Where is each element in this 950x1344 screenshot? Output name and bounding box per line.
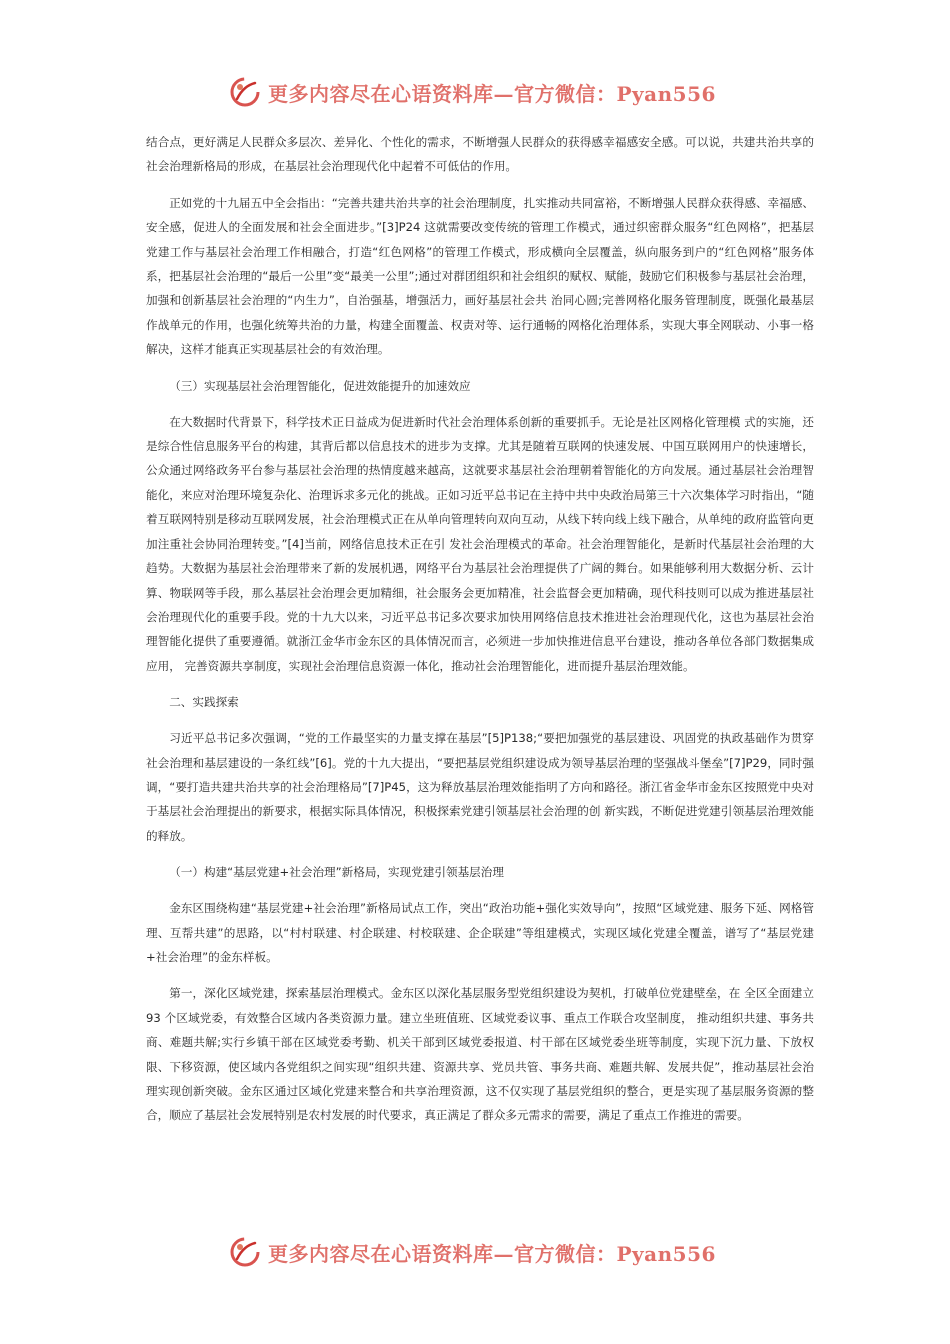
banner-text: 更多内容尽在心语资料库—官方微信：Pyan556 (268, 1241, 716, 1266)
footer-banner (228, 1234, 728, 1270)
brush-logo-icon (228, 75, 262, 109)
section-heading: （三）实现基层社会治理智能化，促进效能提升的加速效应 (169, 378, 471, 393)
brush-logo-icon (228, 1235, 262, 1269)
paragraph: 结合点，更好满足人民群众多层次、差异化、个性化的需求，不断增强人民群众的获得感幸福感安全感。可以说，共建共治共享的社会治理新格局的形成，在基层社会治理现代化中起着不可低估的作用。 (146, 135, 814, 174)
section-heading: （一）构建“基层党建+社会治理”新格局，实现党建引领基层治理 (169, 865, 504, 880)
header-banner (228, 74, 728, 110)
paragraph: 第一，深化区域党建，探索基层治理模式。金东区以深化基层服务型党组织建设为契机，打破单位党建壁垒，在 全区全面建立 93 个区域党委，有效整合区域内各类资源力量。建立坐班值班、区域党委议事、重点工作联合攻坚制度， 推动组织共建、事务共商、难题共解;实行乡镇干部在区域党委考勤、机关干部到区域党委报道、村干部在区域党委坐班等制度，实现下沉力量、下放权限、下移资源，使区域内各党组织之间实现“组织共建、资源共享、党员共管、事务共商、难题共解、发展共促”，推动基层社会治理实现创新突破。金东区通过区域化党建来整合和共享治理资源，这不仅实现了基层党组织的整合，更是实现了基层服务资源的整合，顺应了基层社会发展特别是农村发展的时代要求，真正满足了群众多元需求的需要，满足了重点工作推进的需要。 (146, 986, 814, 1123)
paragraph: 金东区围绕构建“基层党建+社会治理”新格局试点工作，突出“政治功能+强化实效导向”，按照“区域党建、服务下延、网格管理、互帮共建”的思路，以“村村联建、村企联建、村校联建、企企联建”等组建模式，实现区域化党建全覆盖，谱写了“基层党建+社会治理”的金东样板。 (146, 901, 814, 964)
section-heading: 二、实践探索 (169, 695, 239, 710)
paragraph: 在大数据时代背景下，科学技术正日益成为促进新时代社会治理体系创新的重要抓手。无论是社区网格化管理模 式的实施，还是综合性信息服务平台的构建，其背后都以信息技术的进步为支撑。尤其是随着互联网的快速发展、中国互联网用户的快速增长，公众通过网络政务平台参与基层社会治理的热情度越来越高，这就要求基层社会治理朝着智能化的方向发展。通过基层社会治理智能化，来应对治理环境复杂化、治理诉求多元化的挑战。正如习近平总书记在主持中共中央政治局第三十六次集体学习时指出，“随着互联网特别是移动互联网发展，社会治理模式正在从单向管理转向双向互动，从线下转向线上线下融合，从单纯的政府监管向更加注重社会协同治理转变。”[4]当前，网络信息技术正在引 发社会治理模式的革命。社会治理智能化，是新时代基层社会治理的大趋势。大数据为基层社会治理带来了新的发展机遇，网络平台为基层社会治理提供了广阔的舞台。如果能够利用大数据分析、云计算、物联网等手段，那么基层社会治理会更加精细，社会服务会更加精准，社会监督会更加精确，现代科技则可以成为推进基层社会治理现代化的重要手段。党的十九大以来，习近平总书记多次要求加快用网络信息技术推进社会治理现代化，这也为基层社会治理智能化提供了重要遵循。就浙江金华市金东区的具体情况而言，必须进一步加快推进信息平台建设，推动各单位各部门数据集成应用， 完善资源共享制度，实现社会治理信息资源一体化，推动社会治理智能化，进而提升基层治理效能。 (146, 414, 814, 673)
paragraph: 正如党的十九届五中全会指出：“完善共建共治共享的社会治理制度，扎实推动共同富裕，不断增强人民群众获得感、幸福感、安全感，促进人的全面发展和社会全面进步。”[3]P24 这就需要改变传统的管理工作模式，通过织密群众服务“红色网格”，把基层党建工作与基层社会治理工作相融合，打造“红色网格”的管理工作模式，形成横向全层覆盖，纵向服务到户的“红色网格”服务体系，把基层社会治理的“最后一公里”变“最美一公里”;通过对群团组织和社会组织的赋权、赋能，鼓励它们积极参与基层社会治理，加强和创新基层社会治理的“内生力”，自治强基，增强活力，画好基层社会共 治同心圆;完善网格化服务管理制度，既强化最基层作战单元的作用，也强化统筹共治的力量，构建全面覆盖、权责对等、运行通畅的网格化治理体系，实现大事全网联动、小事一格解决，这样才能真正实现基层社会的有效治理。 (146, 195, 814, 357)
document-body (146, 130, 814, 1140)
banner-text: 更多内容尽在心语资料库—官方微信：Pyan556 (268, 81, 716, 106)
paragraph: 习近平总书记多次强调，“党的工作最坚实的力量支撑在基层”[5]P138;“要把加强党的基层建设、巩固党的执政基础作为贯穿社会治理和基层建设的一条红线”[6]。党的十九大提出，“要把基层党组织建设成为领导基层治理的坚强战斗堡垒”[7]P29，同时强调，“要打造共建共治共享的社会治理格局”[7]P45，这为释放基层治理效能指明了方向和路径。浙江省金华市金东区按照党中央对于基层社会治理提出的新要求，根据实际具体情况，积极探索党建引领基层社会治理的创 新实践，不断促进党建引领基层治理效能的释放。 (146, 731, 814, 843)
